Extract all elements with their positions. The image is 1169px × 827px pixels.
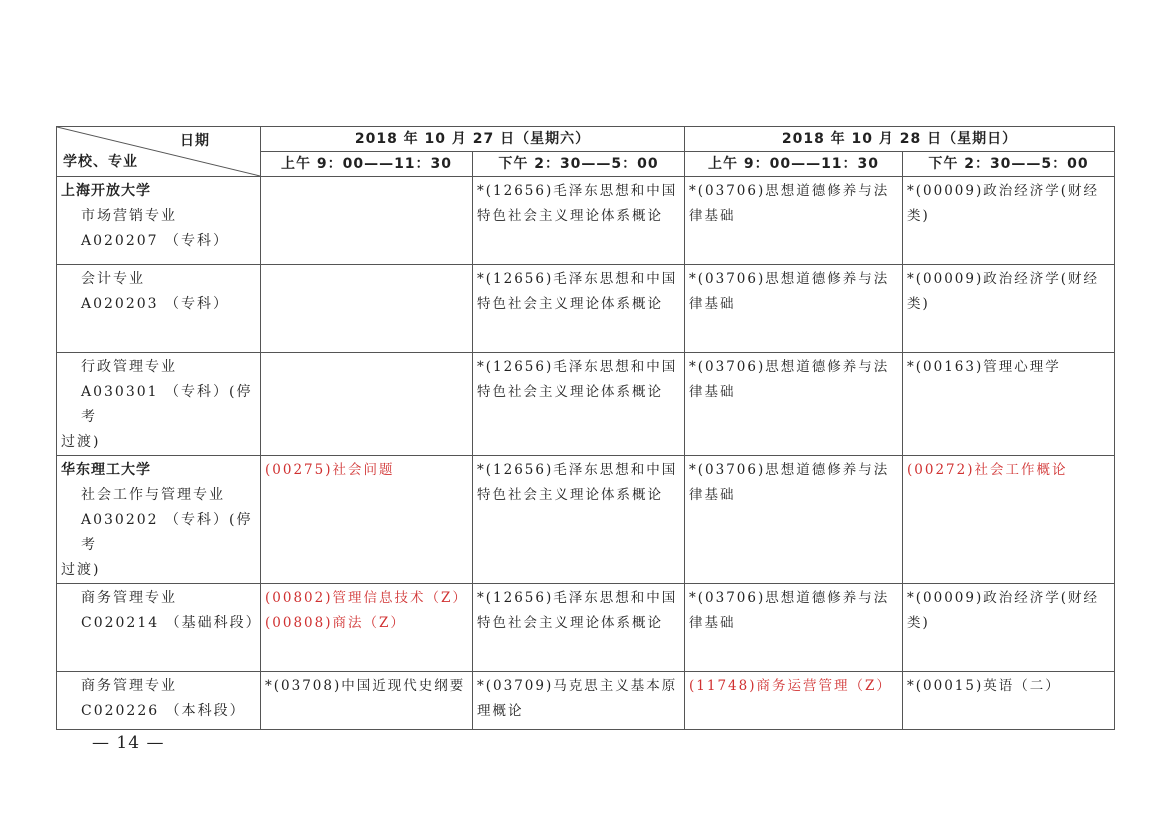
page-number: — 14 — bbox=[92, 733, 165, 753]
school-name: 上海开放大学 bbox=[61, 183, 151, 199]
school-major-cell bbox=[57, 177, 261, 265]
corner-date-label: 日期 bbox=[180, 133, 210, 149]
exam-cell-session-2 bbox=[473, 177, 685, 265]
exam-subject: *(00009)政治经济学(财经类) bbox=[907, 271, 1099, 312]
exam-cell-session-1 bbox=[261, 672, 473, 730]
exam-subject: *(00015)英语（二） bbox=[907, 678, 1061, 694]
exam-cell-session-4 bbox=[903, 584, 1115, 672]
exam-cell-session-3 bbox=[685, 584, 903, 672]
major-note: 过渡) bbox=[61, 562, 101, 578]
exam-cell-session-1 bbox=[261, 353, 473, 456]
school-major-cell bbox=[57, 672, 261, 730]
exam-cell-session-1 bbox=[261, 584, 473, 672]
school-major-cell bbox=[57, 456, 261, 584]
table-row bbox=[57, 177, 1115, 265]
exam-cell-session-3 bbox=[685, 353, 903, 456]
exam-cell-session-4 bbox=[903, 672, 1115, 730]
exam-cell-session-3 bbox=[685, 672, 903, 730]
school-major-cell bbox=[57, 265, 261, 353]
exam-cell-session-2 bbox=[473, 672, 685, 730]
session-header-2: 下午 2：30——5：00 bbox=[473, 152, 685, 177]
table-row bbox=[57, 672, 1115, 730]
school-name: 华东理工大学 bbox=[61, 462, 151, 478]
exam-schedule-table bbox=[56, 126, 1115, 730]
major-code: A030301 （专科）(停考 bbox=[81, 384, 253, 425]
exam-subject: *(03706)思想道德修养与法律基础 bbox=[689, 183, 890, 224]
major-code: C020214 （基础科段） bbox=[81, 615, 262, 631]
exam-cell-session-4 bbox=[903, 353, 1115, 456]
date-header-oct-27: 2018 年 10 月 27 日（星期六） bbox=[261, 127, 685, 152]
exam-subject: *(12656)毛泽东思想和中国特色社会主义理论体系概论 bbox=[477, 183, 678, 224]
exam-cell-session-1 bbox=[261, 456, 473, 584]
date-header-oct-28: 2018 年 10 月 28 日（星期日） bbox=[685, 127, 1115, 152]
school-major-cell bbox=[57, 584, 261, 672]
session-header-1: 上午 9：00——11：30 bbox=[261, 152, 473, 177]
major-code: C020226 （本科段） bbox=[81, 703, 246, 719]
session-header-3: 上午 9：00——11：30 bbox=[685, 152, 903, 177]
major-name: 商务管理专业 bbox=[81, 590, 177, 606]
exam-subject: (00802)管理信息技术（Z） bbox=[265, 590, 468, 606]
exam-cell-session-4 bbox=[903, 265, 1115, 353]
exam-cell-session-2 bbox=[473, 265, 685, 353]
exam-subject: *(03706)思想道德修养与法律基础 bbox=[689, 462, 890, 503]
exam-subject: *(03706)思想道德修养与法律基础 bbox=[689, 359, 890, 400]
exam-subject: *(03708)中国近现代史纲要 bbox=[265, 678, 466, 694]
exam-subject: *(00009)政治经济学(财经类) bbox=[907, 590, 1099, 631]
table-body bbox=[57, 177, 1115, 730]
table-row bbox=[57, 584, 1115, 672]
exam-subject: *(03709)马克思主义基本原理概论 bbox=[477, 678, 678, 719]
major-name: 会计专业 bbox=[81, 271, 145, 287]
session-header-4: 下午 2：30——5：00 bbox=[903, 152, 1115, 177]
exam-subject: (00275)社会问题 bbox=[265, 462, 395, 478]
exam-cell-session-4 bbox=[903, 456, 1115, 584]
exam-subject: (00272)社会工作概论 bbox=[907, 462, 1068, 478]
table-row bbox=[57, 265, 1115, 353]
exam-cell-session-1 bbox=[261, 265, 473, 353]
exam-subject: (00808)商法（Z） bbox=[265, 615, 406, 631]
major-note: 过渡) bbox=[61, 434, 101, 450]
exam-subject: *(12656)毛泽东思想和中国特色社会主义理论体系概论 bbox=[477, 271, 678, 312]
exam-cell-session-3 bbox=[685, 177, 903, 265]
major-name: 市场营销专业 bbox=[81, 208, 177, 224]
table-row bbox=[57, 353, 1115, 456]
exam-cell-session-2 bbox=[473, 353, 685, 456]
major-name: 商务管理专业 bbox=[81, 678, 177, 694]
exam-cell-session-2 bbox=[473, 456, 685, 584]
exam-subject: *(03706)思想道德修养与法律基础 bbox=[689, 590, 890, 631]
exam-cell-session-4 bbox=[903, 177, 1115, 265]
exam-cell-session-3 bbox=[685, 456, 903, 584]
major-name: 行政管理专业 bbox=[81, 359, 177, 375]
exam-subject: *(00163)管理心理学 bbox=[907, 359, 1061, 375]
exam-subject: *(12656)毛泽东思想和中国特色社会主义理论体系概论 bbox=[477, 590, 678, 631]
exam-cell-session-1 bbox=[261, 177, 473, 265]
exam-subject: *(12656)毛泽东思想和中国特色社会主义理论体系概论 bbox=[477, 359, 678, 400]
header-corner-cell bbox=[57, 127, 261, 177]
table-row bbox=[57, 456, 1115, 584]
major-code: A020207 （专科） bbox=[81, 233, 230, 249]
major-code: A020203 （专科） bbox=[81, 296, 230, 312]
exam-cell-session-2 bbox=[473, 584, 685, 672]
exam-cell-session-3 bbox=[685, 265, 903, 353]
header-row-dates bbox=[57, 127, 1115, 152]
exam-subject: *(00009)政治经济学(财经类) bbox=[907, 183, 1099, 224]
school-major-cell bbox=[57, 353, 261, 456]
exam-subject: *(12656)毛泽东思想和中国特色社会主义理论体系概论 bbox=[477, 462, 678, 503]
exam-subject: *(03706)思想道德修养与法律基础 bbox=[689, 271, 890, 312]
corner-school-major-label: 学校、专业 bbox=[63, 154, 138, 170]
major-name: 社会工作与管理专业 bbox=[81, 487, 225, 503]
major-code: A030202 （专科）(停考 bbox=[81, 512, 253, 553]
exam-subject: (11748)商务运营管理（Z） bbox=[689, 678, 892, 694]
